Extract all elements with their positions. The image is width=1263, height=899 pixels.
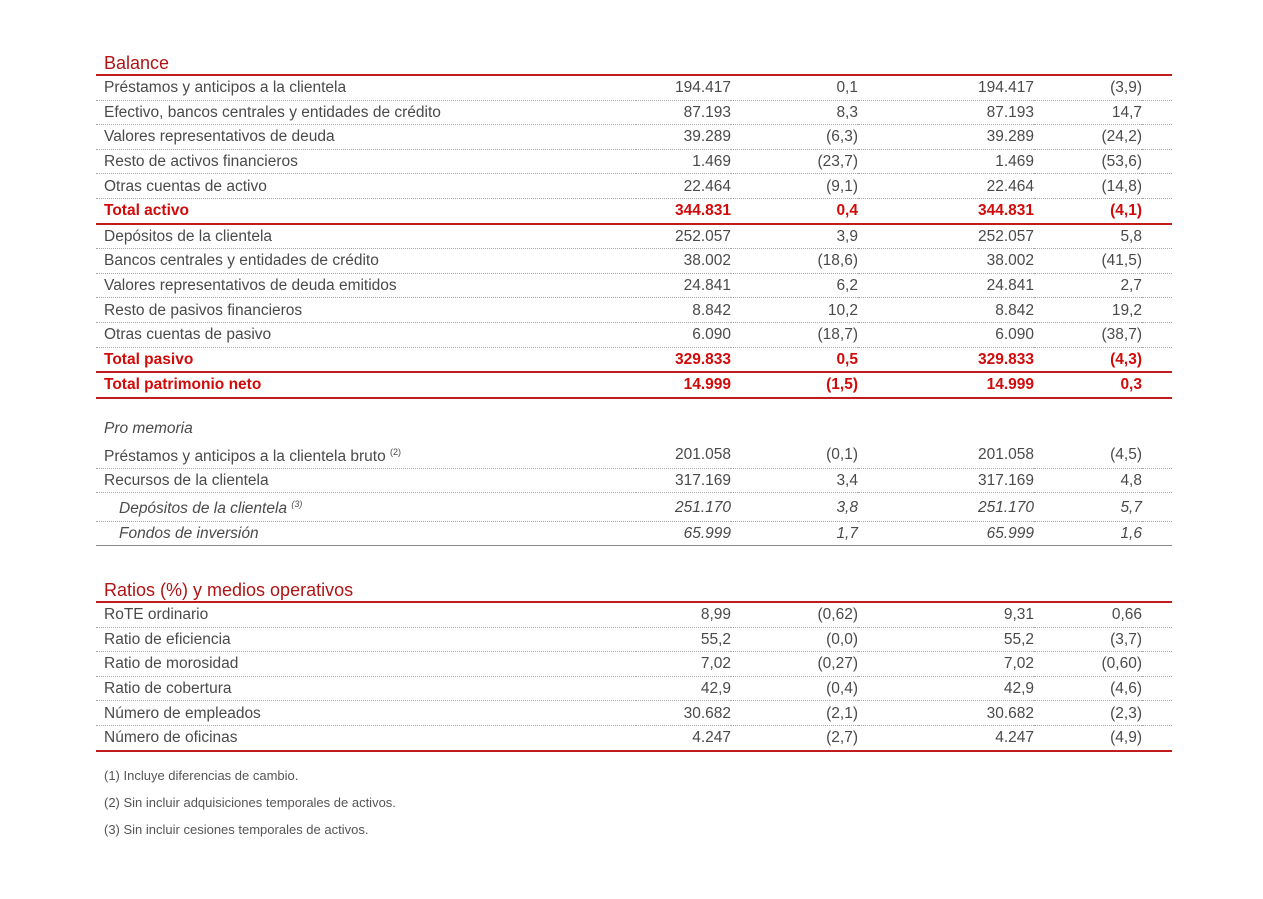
total-row: [96, 372, 1172, 398]
value-1: 201.058: [636, 441, 731, 469]
value-1: 1.469: [636, 149, 731, 174]
value-1: 6.090: [636, 322, 731, 347]
row-label: Ratio de morosidad: [96, 652, 636, 677]
pct-1: 0,5: [731, 347, 858, 372]
footnote-ref: (3): [291, 499, 303, 510]
value-1: 252.057: [636, 224, 731, 249]
row-label: Número de oficinas: [96, 725, 636, 750]
table-row: [96, 298, 1172, 323]
value-2: 39.289: [858, 125, 1034, 150]
row-label: Total pasivo: [96, 347, 636, 372]
row-label: Total activo: [96, 198, 636, 223]
value-2: 1.469: [858, 149, 1034, 174]
row-label: Total patrimonio neto: [96, 372, 636, 398]
row-label: Ratio de eficiencia: [96, 627, 636, 652]
value-1: 42,9: [636, 676, 731, 701]
footnote-2: (2) Sin incluir adquisiciones temporales de activos.: [104, 795, 396, 810]
value-2: 252.057: [858, 224, 1034, 249]
pct-2: 4,8: [1034, 468, 1142, 493]
value-1: 55,2: [636, 627, 731, 652]
row-label: Depósitos de la clientela: [96, 224, 636, 249]
value-2: 251.170: [858, 493, 1034, 521]
value-2: 55,2: [858, 627, 1034, 652]
pct-2: (41,5): [1034, 249, 1142, 274]
row-label: Número de empleados: [96, 701, 636, 726]
table-row: [96, 603, 1172, 627]
value-2: 65.999: [858, 521, 1034, 546]
value-2: 87.193: [858, 100, 1034, 125]
row-label: [96, 493, 636, 521]
value-1: 87.193: [636, 100, 731, 125]
pct-1: 0,4: [731, 198, 858, 223]
value-1: 24.841: [636, 273, 731, 298]
footnote-3: (3) Sin incluir cesiones temporales de activos.: [104, 822, 369, 837]
table-row: [96, 174, 1172, 199]
value-2: 14.999: [858, 372, 1034, 398]
table-row: [96, 322, 1172, 347]
pct-1: 3,9: [731, 224, 858, 249]
row-label: Ratio de cobertura: [96, 676, 636, 701]
pct-2: (14,8): [1034, 174, 1142, 199]
table-row: [96, 76, 1172, 100]
row-label-text: Depósitos de la clientela: [119, 500, 288, 518]
balance-title: Balance: [96, 52, 1172, 76]
total-row: [96, 347, 1172, 372]
row-label: [96, 441, 636, 469]
table-row: [96, 125, 1172, 150]
pct-1: 8,3: [731, 100, 858, 125]
pct-2: 0,66: [1034, 603, 1142, 627]
ratios-title: Ratios (%) y medios operativos: [96, 579, 1172, 603]
balance-section: [96, 52, 1172, 546]
table-row: [96, 468, 1172, 493]
value-2: 24.841: [858, 273, 1034, 298]
value-1: 39.289: [636, 125, 731, 150]
footnote-1: (1) Incluye diferencias de cambio.: [104, 768, 299, 783]
pct-1: 6,2: [731, 273, 858, 298]
row-label: Préstamos y anticipos a la clientela: [96, 76, 636, 100]
row-label-text: Préstamos y anticipos a la clientela bruto: [104, 447, 386, 465]
pct-1: 3,4: [731, 468, 858, 493]
row-label: Efectivo, bancos centrales y entidades de crédito: [96, 100, 636, 125]
table-row: [96, 249, 1172, 274]
footnote-ref: (2): [390, 446, 402, 457]
value-1: 65.999: [636, 521, 731, 546]
ratios-table: [96, 603, 1172, 752]
pct-2: (38,7): [1034, 322, 1142, 347]
pct-1: (9,1): [731, 174, 858, 199]
table-row: [96, 627, 1172, 652]
row-label: Bancos centrales y entidades de crédito: [96, 249, 636, 274]
value-2: 201.058: [858, 441, 1034, 469]
value-2: 329.833: [858, 347, 1034, 372]
value-2: 42,9: [858, 676, 1034, 701]
pct-2: (4,6): [1034, 676, 1142, 701]
pct-1: 0,1: [731, 76, 858, 100]
value-1: 4.247: [636, 725, 731, 750]
pct-2: 19,2: [1034, 298, 1142, 323]
pct-2: (3,9): [1034, 76, 1142, 100]
value-2: 9,31: [858, 603, 1034, 627]
table-row: [96, 493, 1172, 521]
value-1: 38.002: [636, 249, 731, 274]
pct-1: (2,1): [731, 701, 858, 726]
pct-2: 5,8: [1034, 224, 1142, 249]
table-row: [96, 224, 1172, 249]
table-row: [96, 441, 1172, 469]
value-1: 329.833: [636, 347, 731, 372]
total-row: [96, 198, 1172, 223]
pct-1: (0,27): [731, 652, 858, 677]
pct-1: (2,7): [731, 725, 858, 750]
value-1: 22.464: [636, 174, 731, 199]
row-label: Otras cuentas de pasivo: [96, 322, 636, 347]
value-1: 30.682: [636, 701, 731, 726]
row-label: RoTE ordinario: [96, 603, 636, 627]
pct-1: (0,0): [731, 627, 858, 652]
pct-1: (6,3): [731, 125, 858, 150]
value-2: 4.247: [858, 725, 1034, 750]
pct-2: (4,1): [1034, 198, 1142, 223]
value-1: 251.170: [636, 493, 731, 521]
spacer-row: [96, 398, 1172, 417]
pct-2: (4,9): [1034, 725, 1142, 750]
pct-1: 1,7: [731, 521, 858, 546]
row-label: Resto de pasivos financieros: [96, 298, 636, 323]
pct-1: (0,4): [731, 676, 858, 701]
pct-1: (18,6): [731, 249, 858, 274]
value-1: 344.831: [636, 198, 731, 223]
value-1: 317.169: [636, 468, 731, 493]
value-2: 30.682: [858, 701, 1034, 726]
value-2: 344.831: [858, 198, 1034, 223]
row-label: Resto de activos financieros: [96, 149, 636, 174]
table-row: [96, 725, 1172, 750]
table-row: [96, 676, 1172, 701]
value-2: 7,02: [858, 652, 1034, 677]
pct-2: 5,7: [1034, 493, 1142, 521]
pct-1: (0,1): [731, 441, 858, 469]
ratios-section: [96, 579, 1172, 752]
pct-2: (24,2): [1034, 125, 1142, 150]
pct-2: 2,7: [1034, 273, 1142, 298]
pct-2: (2,3): [1034, 701, 1142, 726]
pct-1: (18,7): [731, 322, 858, 347]
pct-2: 1,6: [1034, 521, 1142, 546]
value-2: 6.090: [858, 322, 1034, 347]
pct-1: (1,5): [731, 372, 858, 398]
pct-2: (3,7): [1034, 627, 1142, 652]
pct-2: 0,3: [1034, 372, 1142, 398]
pct-2: (53,6): [1034, 149, 1142, 174]
value-1: 8,99: [636, 603, 731, 627]
value-2: 22.464: [858, 174, 1034, 199]
value-2: 8.842: [858, 298, 1034, 323]
table-row: [96, 100, 1172, 125]
table-row: [96, 273, 1172, 298]
value-1: 14.999: [636, 372, 731, 398]
balance-table: [96, 76, 1172, 546]
row-label: Fondos de inversión: [96, 521, 636, 546]
row-label: Otras cuentas de activo: [96, 174, 636, 199]
pct-2: (0,60): [1034, 652, 1142, 677]
pct-1: 3,8: [731, 493, 858, 521]
pct-1: 10,2: [731, 298, 858, 323]
memo-title: Pro memoria: [104, 420, 193, 438]
row-label: Valores representativos de deuda emitidos: [96, 273, 636, 298]
pct-1: (23,7): [731, 149, 858, 174]
table-row: [96, 149, 1172, 174]
pct-1: (0,62): [731, 603, 858, 627]
value-2: 194.417: [858, 76, 1034, 100]
row-label: Recursos de la clientela: [96, 468, 636, 493]
value-2: 38.002: [858, 249, 1034, 274]
value-1: 194.417: [636, 76, 731, 100]
pct-2: (4,3): [1034, 347, 1142, 372]
row-label: Valores representativos de deuda: [96, 125, 636, 150]
value-2: 317.169: [858, 468, 1034, 493]
memo-heading-row: [96, 417, 1172, 441]
value-1: 8.842: [636, 298, 731, 323]
pct-2: (4,5): [1034, 441, 1142, 469]
value-1: 7,02: [636, 652, 731, 677]
table-row: [96, 521, 1172, 546]
footnotes: [104, 766, 396, 847]
table-row: [96, 652, 1172, 677]
table-row: [96, 701, 1172, 726]
pct-2: 14,7: [1034, 100, 1142, 125]
